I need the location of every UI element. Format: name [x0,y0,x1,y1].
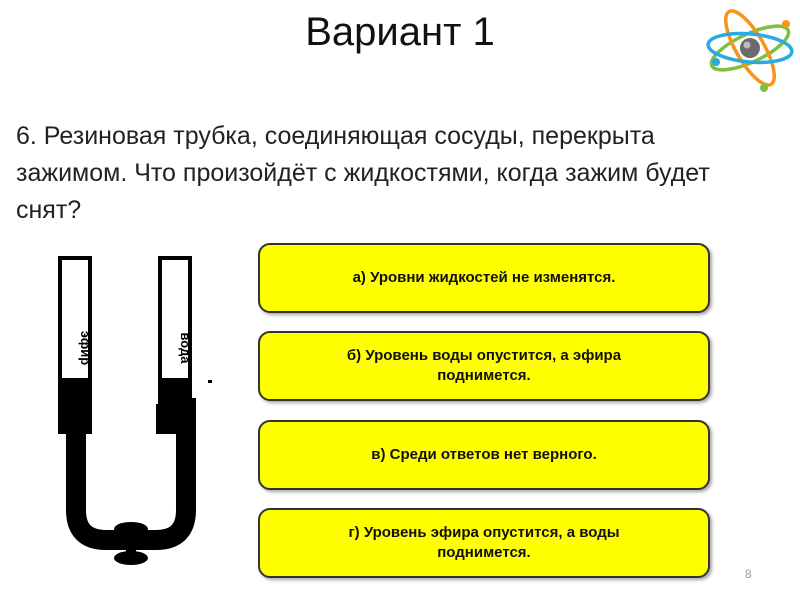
slide-title: Вариант 1 [305,10,495,54]
answer-c-label: в) Среди ответов нет верного. [371,446,597,463]
right-vessel-label: вода [178,332,193,364]
left-vessel-label: эфир [78,330,93,366]
atom-icon [704,2,796,94]
answer-d-button[interactable] [258,508,710,578]
answer-c-button[interactable] [258,420,710,490]
answer-a-button[interactable] [258,243,710,313]
slide-number: 8 [745,567,752,581]
question-text: 6. Резиновая трубка, соединяющая сосуды, перекрыта зажимом. Что произойдёт с жидкостями, когда зажим будет снят? [16,122,710,224]
answer-b-label: б) Уровень воды опустится, а эфира поднимется. [346,347,622,384]
answer-a-label: а) Уровни жидкостей не изменятся. [352,269,616,286]
answer-b-button[interactable] [258,331,710,401]
answer-d-label: г) Уровень эфира опустится, а воды поднимется. [348,524,620,561]
u-tube-diagram [36,248,226,588]
